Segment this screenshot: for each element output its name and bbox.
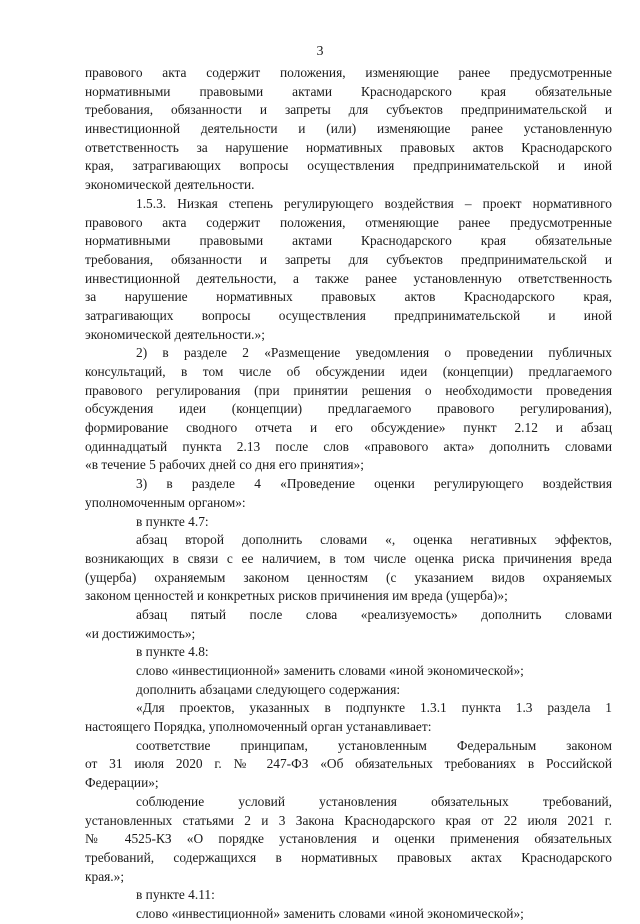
text-line: слово «инвестиционной» заменить словами «иной экономической»;: [136, 663, 524, 678]
text-line: соблюдение условий установления обязательных требований,: [136, 793, 612, 809]
text-line: за нарушение нормативных правовых актов Краснодарского края,: [85, 289, 612, 305]
text-line: (ущерба) охраняемым законом ценностям (с указанием видов охраняемых: [85, 569, 612, 585]
text-line: абзац пятый после слова «реализуемость» дополнить словами: [136, 606, 612, 622]
text-line: соответствие принципам, установленным Федеральным законом: [136, 737, 612, 753]
text-line: консультаций, в том числе об обсуждении идеи (концепции) предлагаемого: [85, 364, 612, 379]
text-line: требования, обязанности и запреты для субъектов предпринимательской и: [85, 251, 612, 267]
text-line: 2) в разделе 2 «Размещение уведомления о проведении публичных: [136, 345, 612, 361]
text-line: Федерации»;: [85, 775, 159, 791]
text-line: края, затрагивающих вопросы осуществления предпринимательской и иной: [85, 158, 612, 174]
text-line: нормативными правовыми актами Краснодарского края обязательные: [85, 233, 612, 249]
text-line: 1.5.3. Низкая степень регулирующего воздействия – проект нормативного: [136, 195, 612, 211]
text-line: инвестиционной деятельности, а также ранее установленную ответственность: [85, 270, 612, 286]
text-line: установленных статьями 2 и 3 Закона Краснодарского края от 22 июля 2021 г.: [85, 812, 612, 828]
text-line: дополнить абзацами следующего содержания:: [136, 681, 401, 697]
text-line: уполномоченным органом»:: [85, 494, 246, 510]
text-line: в пункте 4.11:: [136, 887, 215, 903]
text-line: настоящего Порядка, уполномоченный орган устанавливает:: [85, 719, 432, 735]
text-line: правового акта содержит положения, изменяющие ранее предусмотренные: [85, 65, 612, 80]
text-line: формирование сводного отчета и его обсуждение» пункт 2.12 и абзац: [85, 420, 612, 436]
text-line: экономической деятельности.»;: [85, 326, 265, 342]
text-line: слово «инвестиционной» заменить словами «иной экономической»;: [136, 905, 524, 921]
text-line: 3) в разделе 4 «Проведение оценки регулирующего воздействия: [136, 476, 612, 492]
text-line: ответственность за нарушение нормативных правовых актов Краснодарского: [85, 139, 612, 155]
text-line: «и достижимость»;: [85, 625, 196, 641]
text-line: законом ценностей и конкретных рисков причинения им вреда (ущерба)»;: [85, 588, 508, 604]
text-line: экономической деятельности.: [85, 177, 255, 193]
text-line: обсуждения идеи (концепции) предлагаемого правового регулирования),: [85, 401, 612, 417]
text-line: нормативными правовыми актами Краснодарского края обязательные: [85, 83, 612, 99]
text-line: «в течение 5 рабочих дней со дня его принятия»;: [85, 457, 364, 473]
document-body: [85, 64, 612, 924]
text-line: затрагивающих вопросы осуществления предпринимательской и иной: [85, 307, 612, 323]
text-line: правового акта содержит положения, отменяющие ранее предусмотренные: [85, 214, 612, 230]
text-line: требований, содержащихся в нормативных правовых актах Краснодарского: [85, 849, 612, 865]
text-line: правового регулирования (при принятии решения о необходимости проведения: [85, 382, 612, 398]
text-line: № 4525-КЗ «О порядке установления и оценки применения обязательных: [85, 831, 612, 847]
text-line: инвестиционной деятельности и (или) изменяющие ранее установленную: [85, 121, 612, 137]
text-line: края.»;: [85, 868, 125, 884]
text-line: от 31 июля 2020 г. № 247-ФЗ «Об обязательных требованиях в Российской: [85, 756, 612, 772]
text-line: в пункте 4.8:: [136, 644, 209, 660]
text-line: требования, обязанности и запреты для субъектов предпринимательской и: [85, 102, 612, 118]
text-line: «Для проектов, указанных в подпункте 1.3.1 пункта 1.3 раздела 1: [136, 700, 612, 716]
text-line: возникающих в связи с ее наличием, в том числе оценка риска причинения вреда: [85, 550, 612, 566]
text-line: одиннадцатый пункта 2.13 после слов «правового акта» дополнить словами: [85, 438, 612, 454]
page-number: 3: [316, 44, 324, 59]
text-line: абзац второй дополнить словами «, оценка негативных эффектов,: [136, 532, 612, 548]
text-line: в пункте 4.7:: [136, 513, 209, 529]
